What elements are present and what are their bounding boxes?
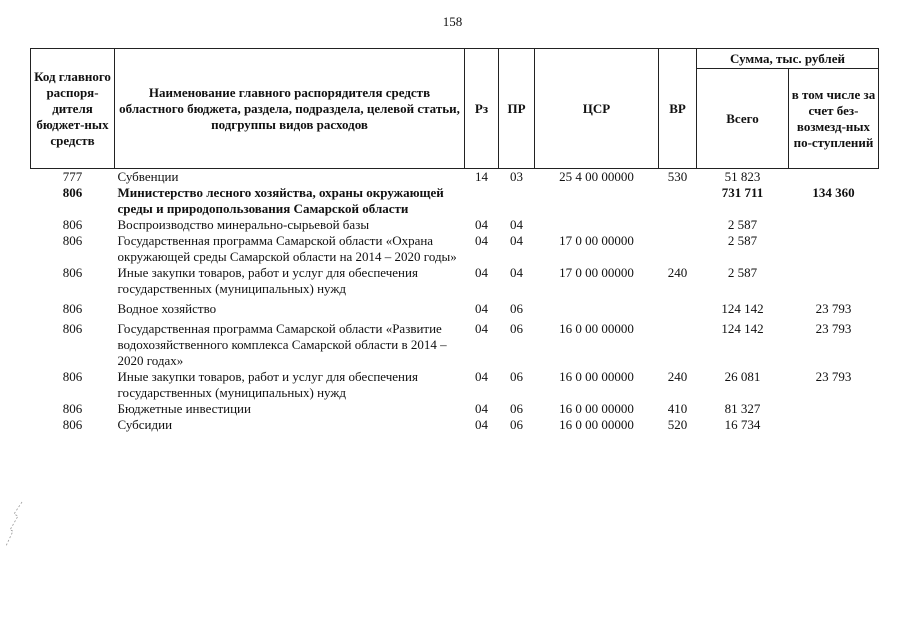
cell-name: Иные закупки товаров, работ и услуг для обеспечения государственных (муниципальных) нужд	[117, 265, 418, 296]
cell-free: 23 793	[815, 301, 852, 316]
cell-csr: 25 4 00 00000	[559, 169, 634, 184]
cell-vr	[659, 297, 697, 317]
cell-vr	[659, 217, 697, 233]
table-row	[31, 265, 879, 297]
cell-rz: 04	[475, 369, 488, 384]
cell-total: 2 587	[727, 265, 758, 280]
cell-total: 2 587	[727, 217, 758, 232]
cell-free	[789, 217, 879, 233]
cell-csr: 16 0 00 00000	[559, 401, 634, 416]
cell-total: 51 823	[724, 169, 761, 184]
cell-code: 806	[62, 233, 83, 248]
cell-total: 731 711	[721, 185, 764, 200]
table-body	[31, 169, 879, 434]
cell-csr: 17 0 00 00000	[559, 265, 634, 280]
cell-name: Субсидии	[117, 417, 173, 432]
page-number: 158	[442, 14, 463, 29]
cell-code: 806	[62, 185, 83, 200]
header-name: Наименование главного распорядителя средств областного бюджета, раздела, подраздела, целевой статьи, подгруппы видов расходов	[115, 49, 465, 169]
cell-csr	[535, 217, 659, 233]
cell-total: 124 142	[721, 321, 764, 336]
cell-pr: 03	[510, 169, 523, 184]
cell-pr: 06	[510, 369, 523, 384]
cell-pr: 06	[510, 401, 523, 416]
cell-pr: 04	[510, 217, 523, 232]
cell-vr: 530	[667, 169, 688, 184]
table-row	[31, 169, 879, 186]
budget-table	[30, 48, 879, 433]
cell-code: 806	[62, 321, 83, 336]
cell-rz: 04	[475, 401, 488, 416]
cell-vr	[659, 233, 697, 265]
cell-total: 16 734	[724, 417, 761, 432]
cell-free	[789, 401, 879, 417]
cell-name: Воспроизводство минерально-сырьевой базы	[117, 217, 370, 232]
cell-csr: 16 0 00 00000	[559, 369, 634, 384]
cell-pr: 04	[510, 265, 523, 280]
cell-rz	[465, 185, 499, 217]
cell-pr: 06	[510, 417, 523, 432]
cell-name: Иные закупки товаров, работ и услуг для обеспечения государственных (муниципальных) нужд	[117, 369, 418, 400]
cell-pr	[499, 185, 535, 217]
table-row	[31, 369, 879, 401]
cell-code: 806	[62, 401, 83, 416]
header-free: в том числе за счет без-возмезд-ных по-ступлений	[789, 69, 879, 169]
cell-code: 806	[62, 265, 83, 280]
cell-csr	[535, 297, 659, 317]
cell-total: 124 142	[721, 301, 764, 316]
table-row	[31, 317, 879, 369]
cell-rz: 04	[475, 217, 488, 232]
table-row	[31, 185, 879, 217]
cell-pr: 06	[510, 301, 523, 316]
cell-rz: 04	[475, 417, 488, 432]
table-row	[31, 417, 879, 433]
cell-csr	[535, 185, 659, 217]
cell-free: 23 793	[815, 369, 852, 384]
cell-vr: 240	[667, 265, 688, 280]
header-vr: ВР	[659, 49, 697, 169]
cell-code: 777	[62, 169, 83, 184]
cell-name: Бюджетные инвестиции	[117, 401, 251, 416]
header-rz: Рз	[465, 49, 499, 169]
cell-free	[789, 265, 879, 297]
cell-rz: 14	[475, 169, 488, 184]
margin-pencil-mark	[4, 500, 26, 550]
cell-vr	[659, 185, 697, 217]
cell-free	[789, 417, 879, 433]
cell-free: 23 793	[815, 321, 852, 336]
cell-pr: 04	[510, 233, 523, 248]
header-code: Код главного распоря-дителя бюджет-ных средств	[31, 49, 115, 169]
header-total: Всего	[697, 69, 789, 169]
cell-csr: 16 0 00 00000	[559, 321, 634, 336]
cell-free: 134 360	[812, 185, 855, 200]
cell-csr: 16 0 00 00000	[559, 417, 634, 432]
cell-rz: 04	[475, 321, 488, 336]
table-row	[31, 297, 879, 317]
cell-code: 806	[62, 369, 83, 384]
table-row	[31, 401, 879, 417]
cell-pr: 06	[510, 321, 523, 336]
cell-vr: 410	[667, 401, 688, 416]
table-row	[31, 233, 879, 265]
cell-csr: 17 0 00 00000	[559, 233, 634, 248]
table-row	[31, 217, 879, 233]
cell-name: Субвенции	[117, 169, 179, 184]
header-pr: ПР	[499, 49, 535, 169]
cell-total: 2 587	[727, 233, 758, 248]
cell-vr	[659, 317, 697, 369]
cell-total: 81 327	[724, 401, 761, 416]
cell-free	[789, 233, 879, 265]
cell-vr: 520	[667, 417, 688, 432]
cell-name: Государственная программа Самарской области «Развитие водохозяйственного комплекса Самарской области в 2014 – 2020 годах»	[117, 321, 447, 368]
cell-rz: 04	[475, 265, 488, 280]
cell-code: 806	[62, 417, 83, 432]
cell-name: Государственная программа Самарской области «Охрана окружающей среды Самарской области на 2014 – 2020 годы»	[117, 233, 457, 264]
cell-total: 26 081	[724, 369, 761, 384]
cell-vr: 240	[667, 369, 688, 384]
cell-code: 806	[62, 217, 83, 232]
cell-code: 806	[62, 301, 83, 316]
cell-name: Министерство лесного хозяйства, охраны окружающей среды и природопользования Самарской области	[117, 185, 444, 216]
header-csr: ЦСР	[535, 49, 659, 169]
cell-free	[789, 169, 879, 186]
cell-name: Водное хозяйство	[117, 301, 217, 316]
cell-rz: 04	[475, 233, 488, 248]
header-sum: Сумма, тыс. рублей	[697, 49, 879, 69]
cell-rz: 04	[475, 301, 488, 316]
